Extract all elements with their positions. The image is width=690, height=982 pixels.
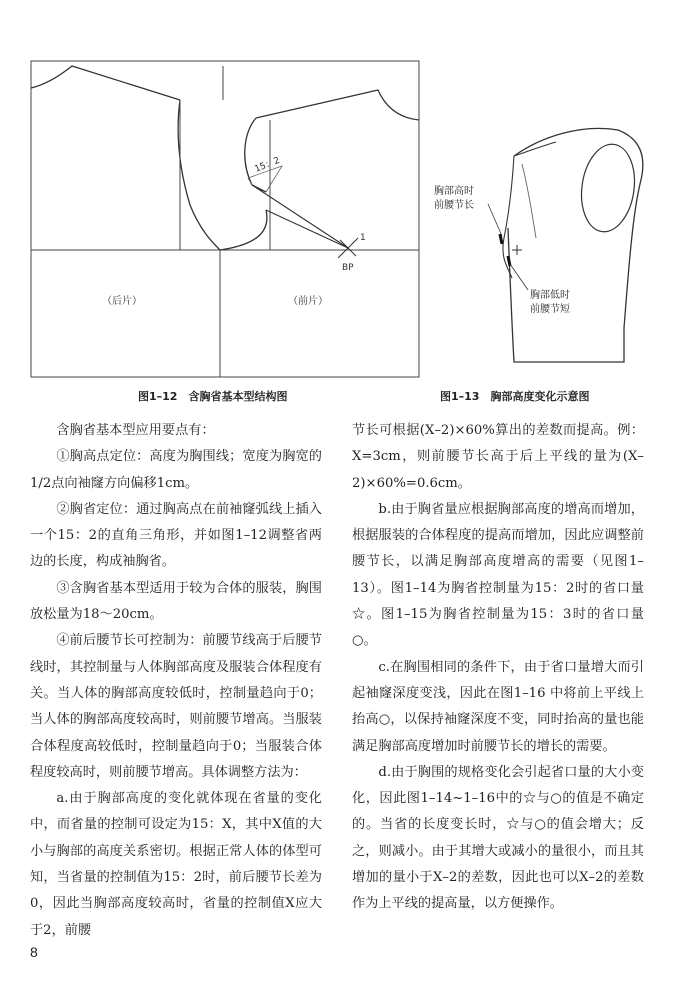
- left-text-column: [30, 418, 322, 944]
- front-piece-label: （前片）: [288, 296, 328, 307]
- right-text-column: [352, 418, 644, 918]
- bp-label: BP: [342, 263, 354, 273]
- annot-high-line1: 胸部高时: [434, 186, 474, 197]
- paragraph: ②胸省定位：通过胸高点在前袖窿弧线上插入一个15：2的直角三角形，并如图1–12调整省两边的长度，构成袖胸省。: [30, 501, 322, 570]
- chest-height-diagram: [432, 118, 662, 378]
- annot-high-line2: 前腰节长: [434, 200, 474, 211]
- figure-caption-1-13: 图1–13 胸部高度变化示意图: [440, 390, 590, 403]
- back-piece-label: （后片）: [102, 296, 142, 307]
- paragraph: b.由于胸省量应根据胸部高度的增高而增加，根据服装的合体程度的提高而增加，因此应调整前腰节长，以满足胸部高度增高的需要（见图1–13）。图1–14为胸省控制量为15：2时的省口量☆。图1–15为胸省控制量为15：3时的省口量○。: [352, 501, 644, 649]
- dart-mark-label: 1: [360, 233, 366, 243]
- paragraph: a.由于胸部高度的变化就体现在省量的变化中，而省量的控制可设定为15：X，其中X值的大小与胸部的高度关系密切。根据正常人体的体型可知，当省量的控制值为15：2时，前后腰节长差为0，因此当胸部高度较高时，省量的控制值X应大于2，前腰: [30, 791, 322, 938]
- page-number: 8: [30, 944, 38, 960]
- paragraph: c.在胸围相同的条件下，由于省口量增大而引起袖窿深度变浅，因此在图1–16 中将前上平线上抬高○，以保持袖窿深度不变，同时抬高的量也能满足胸部高度增加时前腰节长的增长的需要。: [352, 659, 644, 754]
- paragraph: d.由于胸围的规格变化会引起省口量的大小变化，因此图1–14~1–16中的☆与○的值是不确定的。当省的长度变长时，☆与○的值会增大；反之，则减小。由于其增大或减小的量很小，而且其增加的量小于X–2的差数，因此也可以X–2的差数作为上平线的提高量，以方便操作。: [352, 764, 644, 912]
- paragraph: 含胸省基本型应用要点有：: [56, 423, 215, 438]
- dart-ratio-label: 15：2: [253, 155, 282, 175]
- annot-low-line1: 胸部低时: [530, 290, 570, 301]
- bodice-pattern-diagram: [30, 60, 422, 380]
- paragraph: 节长可根据(X–2)×60%算出的差数而提高。例：X=3cm，则前腰节长高于后上平线的量为(X–2)×60%=0.6cm。: [352, 423, 644, 491]
- figure-caption-1-12: 图1–12 含胸省基本型结构图: [138, 390, 288, 403]
- paragraph: ③含胸省基本型适用于较为合体的服装，胸围放松量为18～20cm。: [30, 580, 322, 623]
- paragraph: ①胸高点定位：高度为胸围线；宽度为胸宽的1/2点向袖窿方向偏移1cm。: [30, 449, 322, 491]
- paragraph: ④前后腰节长可控制为：前腰节线高于后腰节线时，其控制量与人体胸部高度及服装合体程度有关。当人体的胸部高度较低时，控制量趋向于0；当人体的胸部高度较高时，则前腰节增高。当服装合体程度高较低时，控制量趋向于0；当服装合体程度较高时，则前腰节增高。具体调整方法为：: [30, 633, 322, 780]
- annot-low-line2: 前腰节短: [530, 304, 570, 315]
